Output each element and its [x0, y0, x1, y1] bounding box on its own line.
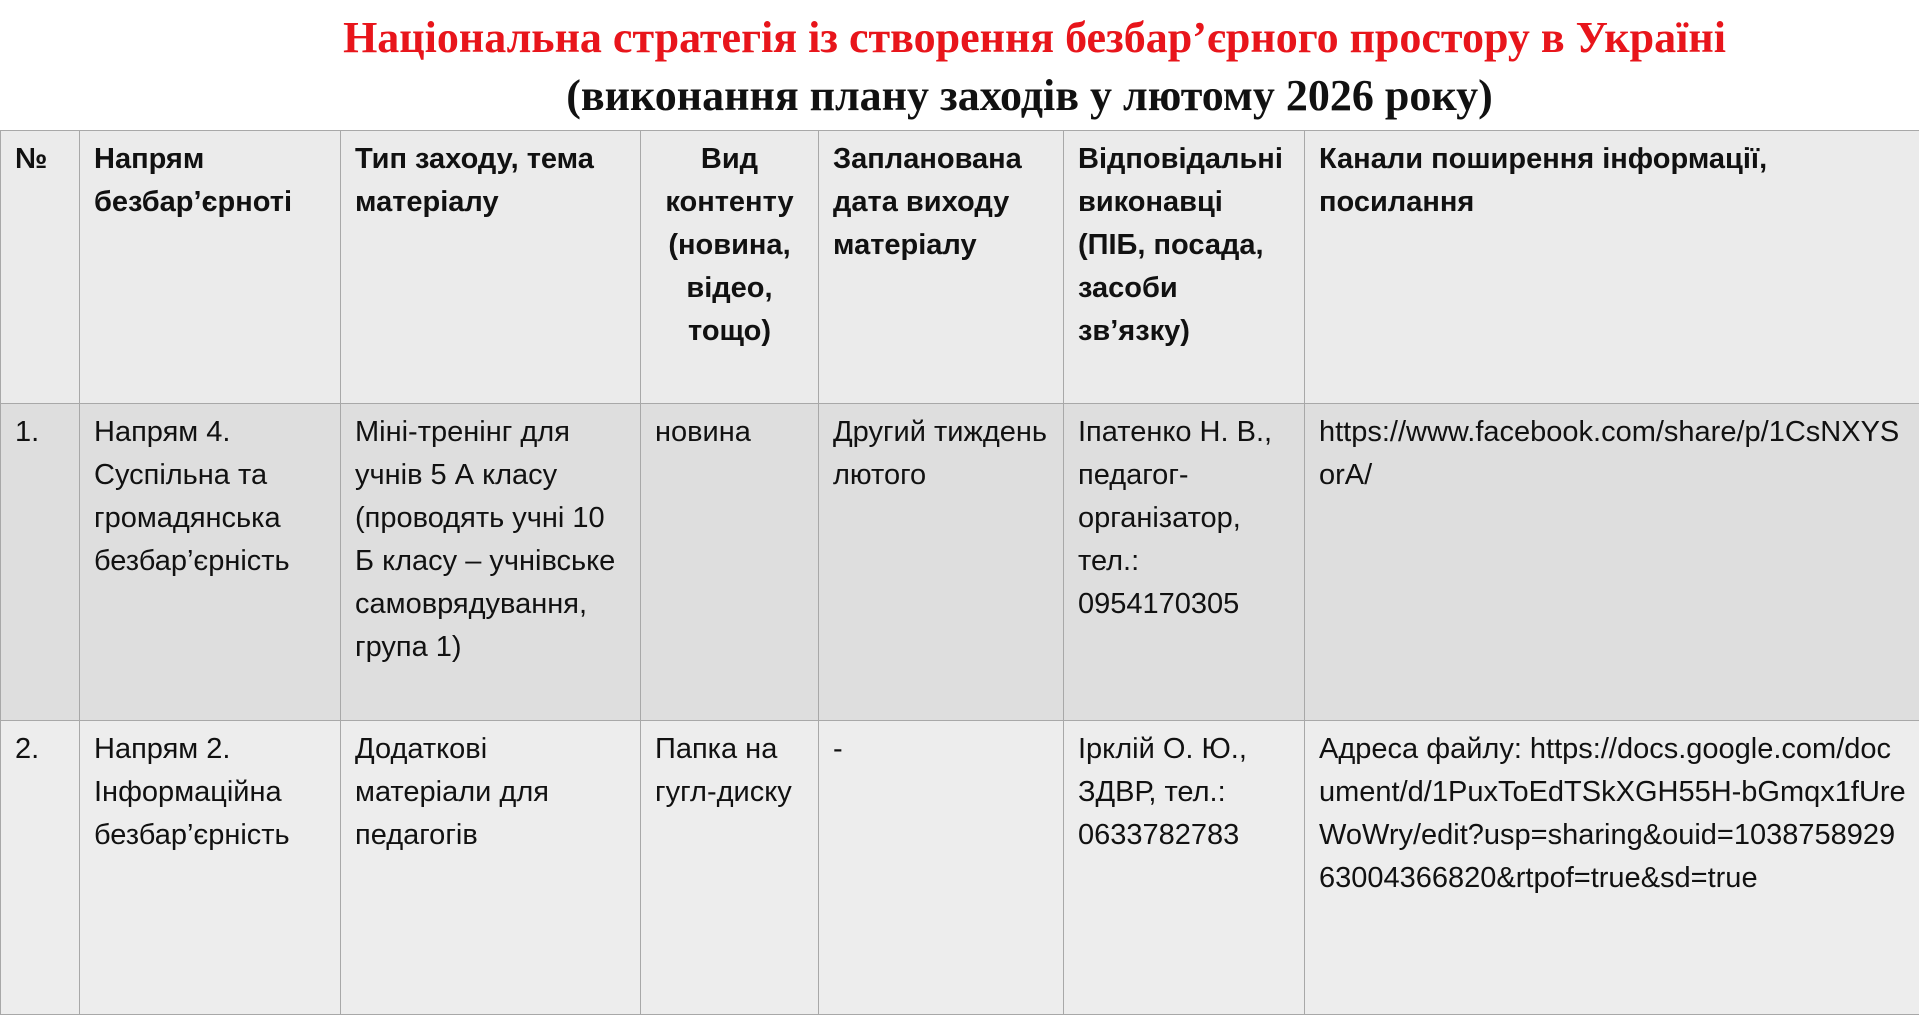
- header-direction: Напрям безбар’єрноті: [80, 131, 341, 404]
- title-main: Національна стратегія із створення безбар’єрного простору в Україні: [0, 10, 1919, 66]
- cell-direction: Напрям 2. Інформаційна безбар’єрність: [80, 721, 341, 1015]
- header-channels: Канали поширення інформації, посилання: [1305, 131, 1919, 404]
- cell-channels-link[interactable]: https://www.facebook.com/share/p/1CsNXYSorA/: [1305, 404, 1919, 721]
- cell-content-type: Папка на гугл-диску: [641, 721, 819, 1015]
- cell-responsible: Ірклій О. Ю., ЗДВР, тел.: 0633782783: [1064, 721, 1305, 1015]
- header-event-type: Тип заходу, тема матеріалу: [341, 131, 641, 404]
- cell-event-type: Міні-тренінг для учнів 5 А класу (проводять учні 10 Б класу – учнівське самоврядування, група 1): [341, 404, 641, 721]
- cell-planned-date: Другий тиждень лютого: [819, 404, 1064, 721]
- title-subtitle: (виконання плану заходів у лютому 2026 року): [0, 68, 1919, 124]
- cell-direction: Напрям 4. Суспільна та громадянська безбар’єрність: [80, 404, 341, 721]
- cell-channels-link[interactable]: Адреса файлу: https://docs.google.com/document/d/1PuxToEdTSkXGH55H-bGmqx1fUreWoWry/edit?usp=sharing&ouid=103875892963004366820&rtpof=true&sd=true: [1305, 721, 1919, 1015]
- cell-responsible: Іпатенко Н. В., педагог-організатор, тел.: 0954170305: [1064, 404, 1305, 721]
- cell-number: 1.: [1, 404, 80, 721]
- header-planned-date: Запланована дата виходу матеріалу: [819, 131, 1064, 404]
- header-number: №: [1, 131, 80, 404]
- cell-number: 2.: [1, 721, 80, 1015]
- table-row: [1, 721, 1919, 1015]
- cell-content-type: новина: [641, 404, 819, 721]
- table-header-row: [1, 131, 1919, 404]
- table-row: [1, 404, 1919, 721]
- document-title: [0, 0, 1919, 130]
- header-responsible: Відповідальні виконавці (ПІБ, посада, засоби зв’язку): [1064, 131, 1305, 404]
- cell-planned-date: -: [819, 721, 1064, 1015]
- plan-table: [0, 130, 1919, 1015]
- cell-event-type: Додаткові матеріали для педагогів: [341, 721, 641, 1015]
- header-content-type: Вид контенту (новина, відео, тощо): [641, 131, 819, 404]
